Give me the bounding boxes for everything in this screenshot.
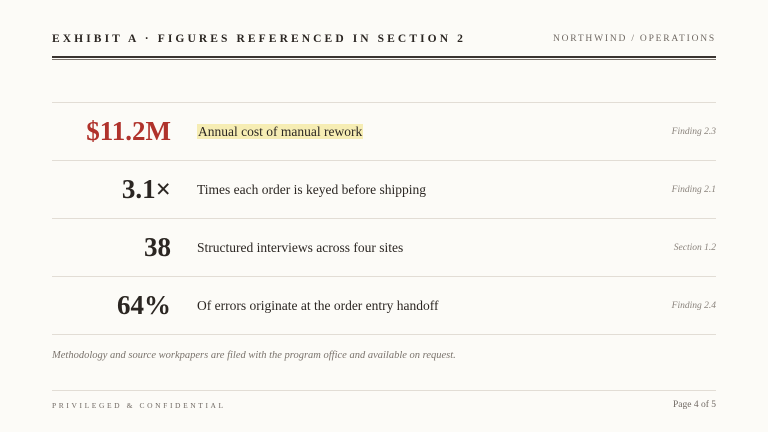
exhibit-page (52, 0, 716, 432)
exhibit-title: EXHIBIT A · FIGURES REFERENCED IN SECTION 2 (52, 33, 466, 45)
figure-value: $11.2M (86, 116, 171, 146)
figure-description: Structured interviews across four sites (197, 239, 404, 255)
methodology-note: Methodology and source workpapers are filed with the program office and available on request. (52, 350, 456, 361)
page-footer (52, 400, 716, 410)
footer-divider (52, 390, 716, 391)
org-label: NORTHWIND / OPERATIONS (552, 34, 716, 44)
highlighted-text: Annual cost of manual rework (198, 123, 363, 139)
confidentiality-label: PRIVILEGED & CONFIDENTIAL (52, 400, 226, 410)
figures-list (52, 102, 716, 335)
figure-reference: Finding 2.4 (671, 300, 716, 311)
figure-description: Of errors originate at the order entry handoff (197, 297, 439, 313)
figure-description (197, 124, 672, 140)
page-number: Page 4 of 5 (672, 400, 716, 410)
figure-reference: Finding 2.3 (671, 126, 716, 137)
figure-reference: Finding 2.1 (671, 184, 716, 195)
figure-value: 38 (144, 232, 171, 262)
figure-row (52, 219, 716, 277)
figure-row (52, 103, 716, 161)
figure-row (52, 161, 716, 219)
figure-row (52, 277, 716, 335)
figure-description: Times each order is keyed before shipping (197, 181, 426, 197)
figure-value: 64% (117, 290, 171, 320)
figure-value: 3.1× (121, 174, 171, 204)
figure-reference: Section 1.2 (673, 242, 716, 253)
header-divider (52, 56, 716, 58)
exhibit-header (52, 31, 716, 47)
